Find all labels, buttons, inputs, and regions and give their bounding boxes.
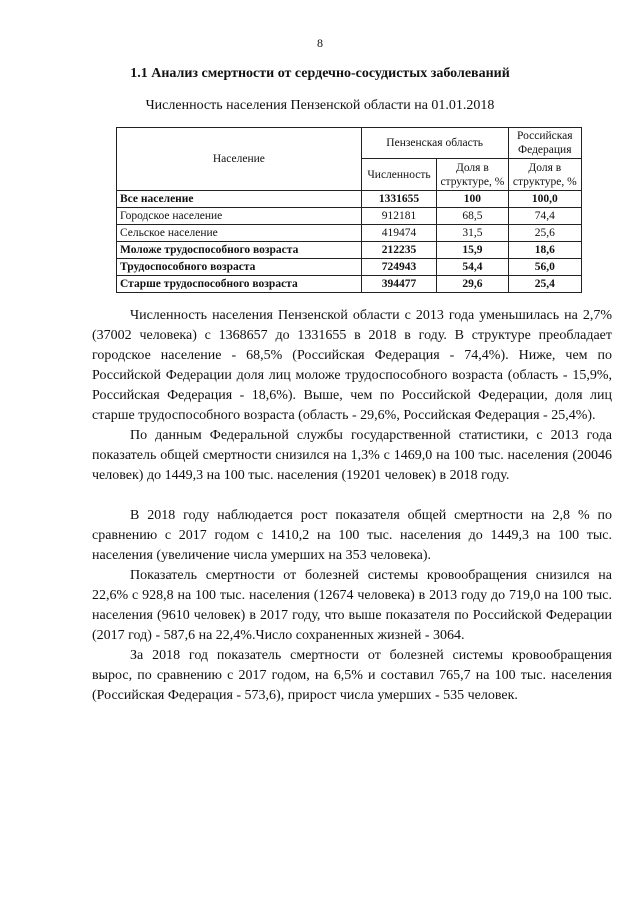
paragraph: Показатель смертности от болезней системы кровообращения снизился на 22,6% с 928,8 на 100 тыс. населения (12674 человека) в 2013 году до 719,0 на 100 тыс. населения (9610 человек) в 2017 году, что выше показателя по Российской Федерации (2017 год) - 587,6 на 22,4%.Число сохраненных жизней - 3064. [92,568,612,643]
row-label: Сельское население [117,225,362,242]
row-count: 912181 [361,208,436,225]
row-label: Все население [117,191,362,208]
page-number: 8 [317,36,323,50]
population-table [116,127,582,293]
row-label: Моложе трудоспособного возраста [117,242,362,259]
row-share: 100 [437,191,508,208]
paragraph: В 2018 году наблюдается рост показателя общей смертности на 2,8 % по сравнению с 2017 годом с 1410,2 на 100 тыс. населения до 1449,3 на 100 тыс. населения (увеличение числа умерших на 353 человека). [92,508,612,563]
paragraph: По данным Федеральной службы государственной статистики, с 2013 года показатель общей смертности снизился на 1,3% с 1469,0 на 100 тыс. населения (20046 человек) до 1449,3 на 100 тыс. населения (19201 человек) в 2018 году. [92,428,612,483]
header-rf: Российская Федерация [508,128,581,159]
row-rf-share: 100,0 [508,191,581,208]
table-row [117,208,582,225]
section-heading: 1.1 Анализ смертности от сердечно-сосудистых заболеваний [130,66,510,81]
header-rf-share: Доля в структуре, % [508,159,581,191]
table-row [117,276,582,293]
row-rf-share: 18,6 [508,242,581,259]
row-share: 29,6 [437,276,508,293]
header-count: Численность [361,159,436,191]
table-row [117,191,582,208]
paragraph: За 2018 год показатель смертности от болезней системы кровообращения вырос, по сравнению с 2017 годом, на 6,5% и составил 765,7 на 100 тыс. населения (Российская Федерация - 573,6), прирост числа умерших - 535 человек. [92,648,612,703]
row-count: 724943 [361,259,436,276]
table-row [117,225,582,242]
table-row [117,259,582,276]
row-label: Городское население [117,208,362,225]
row-count: 1331655 [361,191,436,208]
table-row [117,242,582,259]
row-rf-share: 25,4 [508,276,581,293]
row-rf-share: 56,0 [508,259,581,276]
table-caption: Численность населения Пензенской области на 01.01.2018 [145,98,495,113]
header-population: Население [117,128,362,191]
row-label: Трудоспособного возраста [117,259,362,276]
row-rf-share: 74,4 [508,208,581,225]
row-share: 31,5 [437,225,508,242]
paragraph: Численность населения Пензенской области с 2013 года уменьшилась на 2,7% (37002 человека) с 1368657 до 1331655 в 2018 в году. В структуре преобладает городское население - 68,5% (Российская Федерация - 74,4%). Ниже, чем по Российской Федерации доля лиц моложе трудоспособного возраста (область - 15,9%, Российская Федерация - 18,6%). Выше, чем по Российской Федерации, доля лиц старше трудоспособного возраста (область - 29,6%, Российская Федерация - 25,4%). [92,308,612,423]
row-rf-share: 25,6 [508,225,581,242]
row-share: 15,9 [437,242,508,259]
header-region: Пензенская область [361,128,508,159]
row-count: 394477 [361,276,436,293]
table-body [117,191,582,293]
header-share: Доля в структуре, % [437,159,508,191]
row-count: 419474 [361,225,436,242]
row-label: Старше трудоспособного возраста [117,276,362,293]
row-count: 212235 [361,242,436,259]
row-share: 68,5 [437,208,508,225]
table-header-row [117,128,582,159]
row-share: 54,4 [437,259,508,276]
